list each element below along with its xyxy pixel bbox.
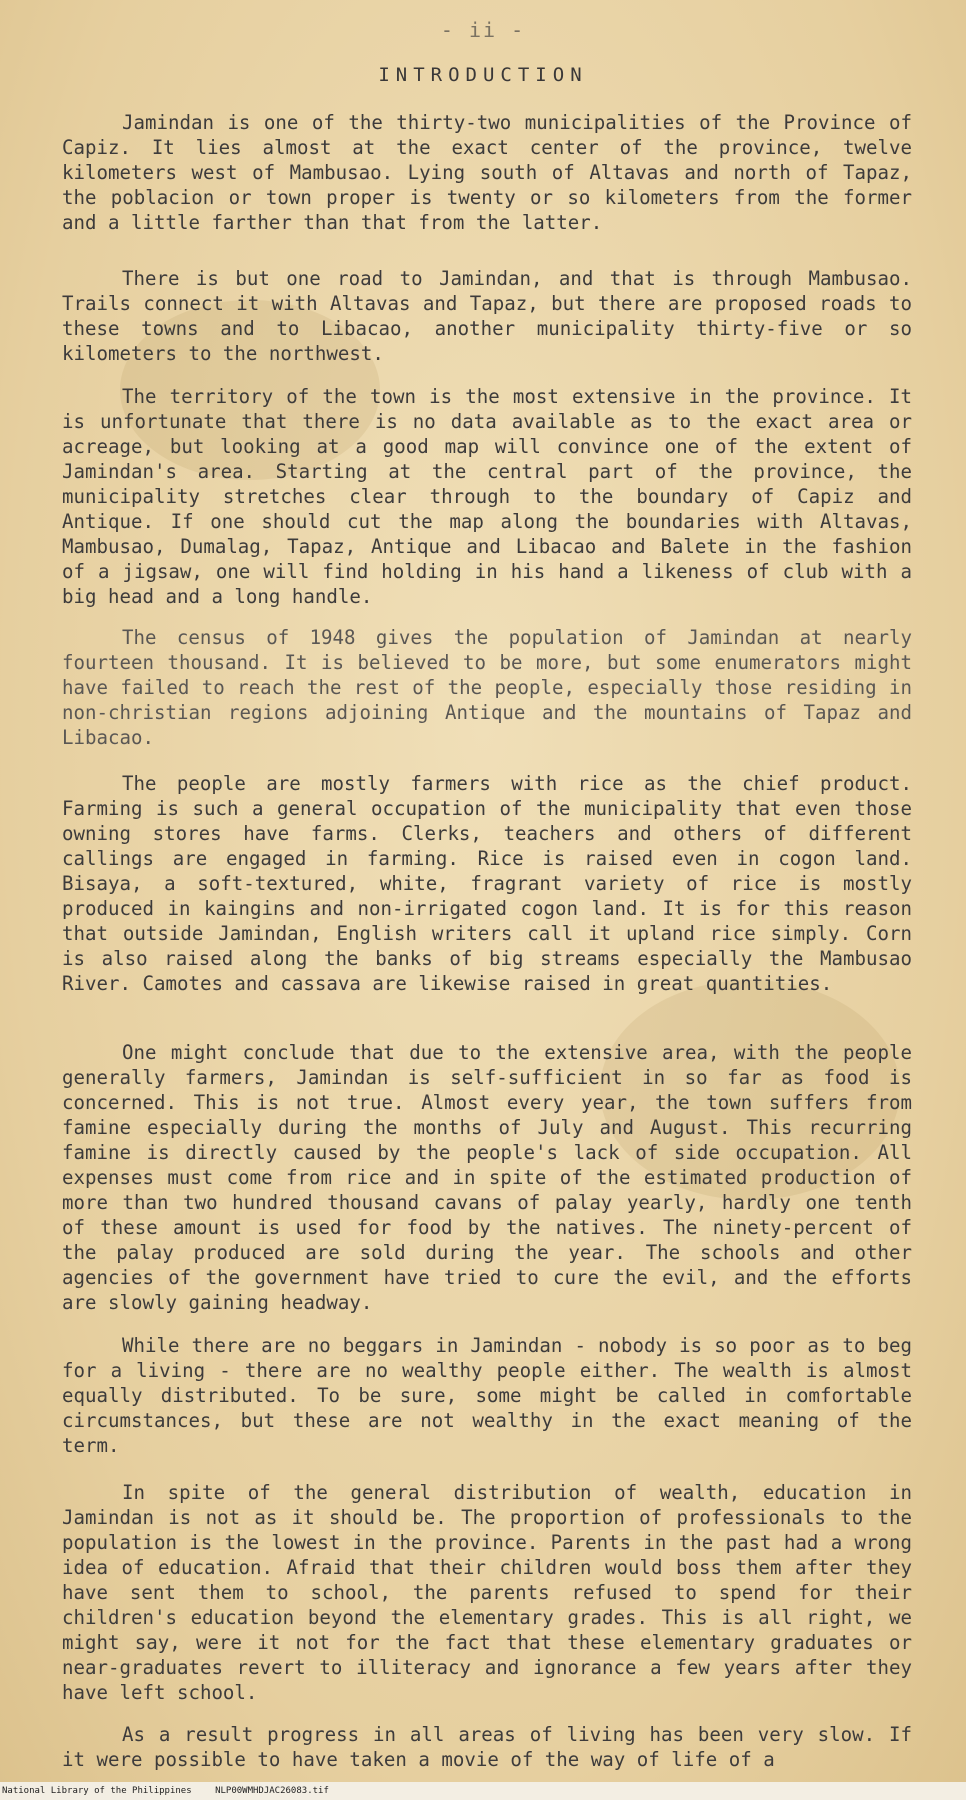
paragraph-territory: The territory of the town is the most extensive in the province. It is unfortunate that there is no data available as to the exact area or acreage, but looking at a good map will convince one of the extent of Jamindan's area. Starting at the central part of the province, the municipality stretches clear through to the boundary of Capiz and Antique. If one should cut the map along the boundaries with Altavas, Mambusao, Dumalag, Tapaz, Antique and Libacao and Balete in the fashion of a jigsaw, one will find holding in his hand a likeness of club with a big head and a long handle.	[62, 385, 912, 608]
library-name: National Library of the Philippines	[2, 1786, 192, 1796]
page-heading: INTRODUCTION	[378, 64, 588, 86]
paragraph-education: In spite of the general distribution of wealth, education in Jamindan is not as it should be. The proportion of professionals to the population is the lowest in the province. Parents in the past had a wrong idea of education. Afraid that their children would boss them after they have sent them to school, the parents refused to spend for their children's education beyond the elementary grades. This is all right, we might say, were it not for the fact that these elementary graduates or near-graduates revert to illiteracy and ignorance a few years after they have left school.	[62, 1481, 912, 1704]
paragraph-progress: As a result progress in all areas of living has been very slow. If it were possible to have taken a movie of the way of life of a	[62, 1723, 912, 1771]
paragraph-farming: The people are mostly farmers with rice as the chief product. Farming is such a general occupation of the municipality that even those owning stores have farms. Clerks, teachers and others of different callings are engaged in farming. Rice is raised even in cogon land. Bisaya, a soft-textured, white, fragrant variety of rice is mostly produced in kaingins and non-irrigated cogon land. It is for this reason that outside Jamindan, English writers call it upland rice simply. Corn is also raised along the banks of big streams especially the Mambusao River. Camotes and cassava are likewise raised in great quantities.	[62, 772, 912, 995]
paragraph-famine: One might conclude that due to the extensive area, with the people generally farmers, Jamindan is self-sufficient in so far as food is concerned. This is not true. Almost every year, the town suffers from famine especially during the months of July and August. This recurring famine is directly caused by the people's lack of side occupation. All expenses must come from rice and in spite of the estimated production of more than two hundred thousand cavans of palay yearly, hardly one tenth of these amount is used for food by the natives. The ninety-percent of the palay produced are sold during the year. The schools and other agencies of the government have tried to cure the evil, and the efforts are slowly gaining headway.	[62, 1041, 912, 1314]
paragraph-roads: There is but one road to Jamindan, and that is through Mambusao. Trails connect it with Altavas and Tapaz, but there are proposed roads to these towns and to Libacao, another municipality thirty-five or so kilometers to the northwest.	[62, 267, 912, 365]
paragraph-census: The census of 1948 gives the population of Jamindan at nearly fourteen thousand. It is believed to be more, but some enumerators might have failed to reach the rest of the people, especially those residing in non-christian regions adjoining Antique and the mountains of Tapaz and Libacao.	[62, 626, 912, 749]
file-name: NLP00WMHDJAC26083.tif	[215, 1786, 329, 1796]
paragraph-location: Jamindan is one of the thirty-two municipalities of the Province of Capiz. It lies almost at the exact center of the province, twelve kilometers west of Mambusao. Lying south of Altavas and north of Tapaz, the poblacion or town proper is twenty or so kilometers from the former and a little farther than that from the latter.	[62, 111, 912, 234]
scan-footer	[0, 1782, 966, 1800]
page-number: - ii -	[440, 18, 526, 42]
paragraph-wealth: While there are no beggars in Jamindan - nobody is so poor as to beg for a living - there are no wealthy people either. The wealth is almost equally distributed. To be sure, some might be called in comfortable circumstances, but these are not wealthy in the exact meaning of the term.	[62, 1334, 912, 1457]
